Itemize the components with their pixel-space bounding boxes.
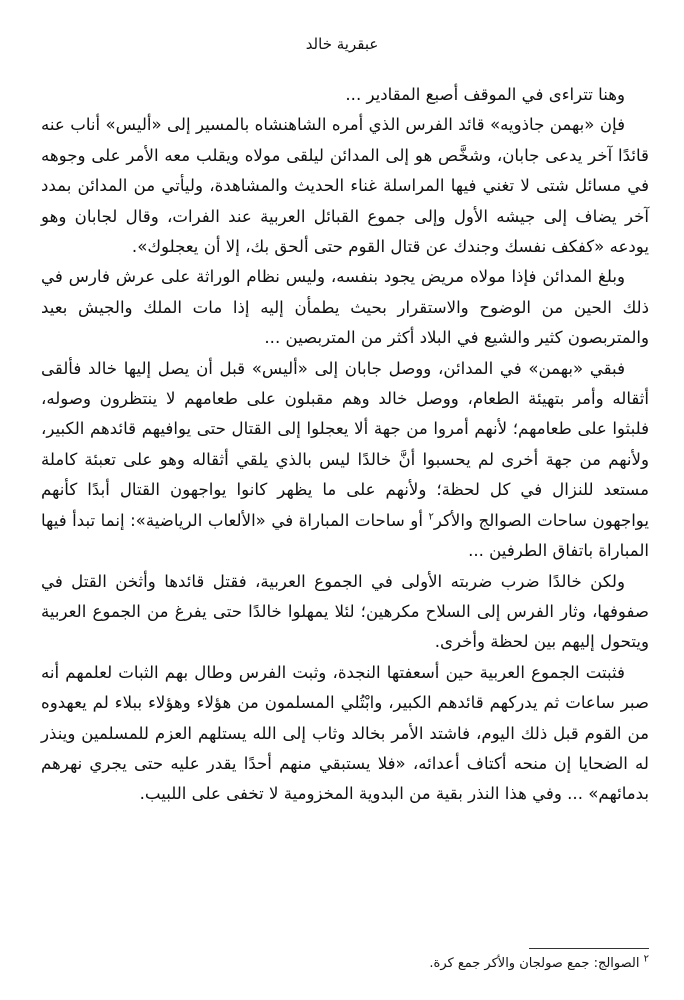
footnote-marker: ٢: [643, 953, 649, 965]
footnote-reference[interactable]: ٢: [428, 511, 434, 523]
footnote-text: الصوالج: جمع صولجان والأكر جمع كرة.: [429, 956, 640, 971]
footnote-divider: [529, 948, 649, 949]
paragraph-4-part-1: فبقي «بهمن» في المدائن، ووصل جابان إلى «أليس» قبل أن يصل إليها خالد فألقى أثقاله وأمر بتهيئة الطعام، ووصل خالد وهم مقبلون على طعامهم لا ينتظرون وصوله، فلبثوا على طعامهم؛ لأنهم أمروا من جهة ألا يعجلوا إلى القتال حتى يوافيهم قائدهم الكبير، ولأنهم من جهة أخرى لم يحسبوا أنَّ خالدًا ليس بالذي يلقي أثقاله وهو على تعبئة كاملة مستعد للنزال في كل لحظة؛ ولأنهم على ما يظهر كانوا يواجهون القتال أبدًا كأنهم يواجهون ساحات الصوالج والأكر: [41, 358, 649, 530]
paragraph-4-part-2: أو ساحات المباراة في «الألعاب الرياضية»: إنما تبدأ فيها المباراة باتفاق الطرفين ...: [41, 510, 649, 561]
paragraph-3: وبلغ المدائن فإذا مولاه مريض يجود بنفسه، وليس نظام الوراثة على عرش فارس في ذلك الحين من الوضوح والاستقرار بحيث يطمأن إليه إذا مات الملك والجيش بعيد والمتربصون كثير والشيع في البلاد أكثر من المتربصين ...: [41, 267, 649, 348]
paragraph-6: فثبتت الجموع العربية حين أسعفتها النجدة، وثبت الفرس وطال بهم الثبات لعلمهم أنه صبر ساعات ثم يدركهم قائدهم الكبير، وابْتُلي المسلمون من هؤلاء وهؤلاء ببلاء لم يعهدوه من القوم قبل ذلك اليوم، فاشتد الأمر بخالد وثاب إلى الله يستلهم العزم للمسلمين وينذر له الضحايا إن منحه أكتاف أعدائه، «فلا يستبقي منهم أحدًا يقدر عليه حتى يجري نهرهم بدمائهم» ... وفي هذا النذر بقية من البدوية المخزومية لا تخفى على اللبيب.: [41, 662, 649, 804]
paragraph-1: وهنا تتراءى في الموقف أصبع المقادير ...: [345, 85, 625, 104]
paragraph-5: ولكن خالدًا ضرب ضربته الأولى في الجموع العربية، فقتل قائدها وأثخن القتل في صفوفها، وثار الفرس إلى السلاح مكرهين؛ لئلا يمهلوا خالدًا حتى يفرغ من الجموع العربية ويتحول إليهم بين لحظة وأخرى.: [41, 571, 649, 652]
paragraph-4: [41, 354, 649, 567]
body-text: [41, 80, 649, 810]
paragraph-2: فإن «بهمن جاذويه» قائد الفرس الذي أمره الشاهنشاه بالمسير إلى «أليس» أناب عنه قائدًا آخر يدعى جابان، وشخَّص هو إلى المدائن ليلقى مولاه ويقلب معه الأمر على وجوهه في مسائل شتى لا تغني فيها المراسلة غناء الحديث والمشاهدة، وليأتي من المدائن بمدد آخر يضاف إلى جيشه الأول وإلى جموع القبائل العربية عند الفرات، وقال لجابان وهو يودعه «كفكف نفسك وجندك عن قتال القوم حتى ألحق بك، إلا أن يعجلوك».: [41, 115, 649, 257]
footnote: [41, 954, 649, 974]
running-header: عبقرية خالد: [305, 35, 379, 53]
